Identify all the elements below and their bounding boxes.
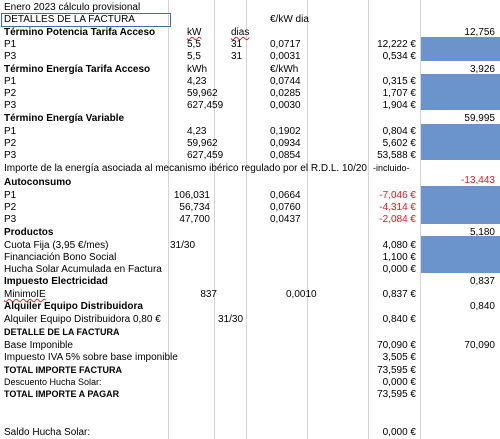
row-label: P3: [4, 100, 17, 111]
cell-value: 47,700: [179, 214, 210, 225]
cell-amount: 3,505 €: [382, 352, 416, 363]
section-title: Autoconsumo: [4, 177, 72, 188]
cell-amount: 73,595 €: [377, 365, 416, 376]
cell-amount: 1,100 €: [382, 252, 416, 263]
cell-value: 0,0854: [270, 150, 301, 161]
detalles-label: DETALLES DE LA FACTURA: [4, 14, 135, 25]
row-label: Descuento Hucha Solar:: [4, 377, 102, 387]
cell-amount: 1,904 €: [382, 100, 416, 111]
section-total: 59,995: [464, 113, 495, 124]
cell-value: 0,0744: [270, 76, 301, 87]
row-label: P2: [4, 88, 17, 99]
sheet-title: Enero 2023 cálculo provisional: [4, 2, 141, 13]
cell-value: 0,0030: [270, 100, 301, 111]
section-title: Productos: [4, 227, 54, 238]
row-label: Alquiler Equipo Distribuidora 0,80 €: [4, 314, 161, 325]
cell-value: 31: [231, 39, 243, 50]
cell-value: 0,0934: [270, 138, 301, 149]
col-header: dias: [231, 27, 250, 38]
cell-amount: 4,080 €: [382, 240, 416, 251]
cell-value: 5,5: [187, 39, 201, 50]
row-label: TOTAL IMPORTE A PAGAR: [4, 389, 120, 399]
section-title: Alquiler Equipo Distribuidora: [4, 301, 143, 312]
cell-amount: 12,222 €: [377, 39, 416, 50]
cell-value: 0,0031: [270, 51, 301, 62]
section-total: 0,837: [469, 276, 495, 287]
cell-value: 5,5: [187, 51, 201, 62]
section-title: Término Energía Tarifa Acceso: [4, 64, 151, 75]
cell-value: 0,0285: [270, 88, 301, 99]
row-label: P2: [4, 202, 17, 213]
row-label: P2: [4, 138, 17, 149]
row-label: Impuesto IVA 5% sobre base imponible: [4, 352, 178, 363]
gridline: [246, 0, 247, 439]
section-total: 5,180: [469, 227, 495, 238]
cell-amount: 73,595 €: [377, 389, 416, 400]
section-title: Término Energía Variable: [4, 113, 125, 124]
cell-amount: 53,588 €: [377, 150, 416, 161]
cell-amount: 0,000 €: [382, 427, 416, 438]
col-header: €/kWh: [270, 64, 299, 75]
section-total: 3,926: [469, 64, 495, 75]
section-total: 12,756: [464, 27, 495, 38]
row-label: P3: [4, 214, 17, 225]
cell-value: 106,031: [173, 190, 210, 201]
mecanismo-text: Importe de la energía asociada al mecanismo ibérico regulado por el R.D.L. 10/20: [4, 163, 367, 174]
cell-amount: 0,315 €: [382, 76, 416, 87]
cell-amount: -4,314 €: [379, 202, 416, 213]
cell-value: 4,23: [187, 76, 207, 87]
highlight-cell: [421, 260, 500, 273]
cell-value: 59,962: [187, 138, 218, 149]
section-title: Impuesto Electricidad: [4, 276, 108, 287]
highlight-cell: [421, 186, 500, 224]
cell-amount: 0,837 €: [382, 289, 416, 300]
highlight-cell: [421, 124, 500, 160]
base-total: 70,090: [464, 340, 495, 351]
row-label: MinimoIE: [4, 289, 46, 300]
cell-value: 0,1902: [270, 126, 301, 137]
section-total: 0,840: [469, 301, 495, 312]
row-label: P1: [4, 190, 17, 201]
row-label: P3: [4, 51, 17, 62]
unit-header: €/kW dia: [270, 14, 309, 25]
cell-amount: 5,602 €: [382, 138, 416, 149]
row-label: Cuota Fija (3,95 €/mes): [4, 240, 109, 251]
row-label: P1: [4, 76, 17, 87]
cell-amount: 0,000 €: [382, 264, 416, 275]
section-title: DETALLE DE LA FACTURA: [4, 327, 120, 337]
cell-value: 0,0664: [270, 190, 301, 201]
cell-amount: 0,000 €: [382, 377, 416, 388]
cell-amount: -7,046 €: [379, 190, 416, 201]
row-label: TOTAL IMPORTE FACTURA: [4, 365, 122, 375]
cell-amount: 0,804 €: [382, 126, 416, 137]
cell-value: 0,0717: [270, 39, 301, 50]
row-label: Saldo Hucha Solar:: [4, 427, 91, 438]
row-label: P3: [4, 150, 17, 161]
cell-amount: 70,090 €: [377, 340, 416, 351]
section-title: Término Potencia Tarifa Acceso: [4, 27, 156, 38]
mecanismo-status: -incluido-: [373, 163, 410, 173]
highlight-cell: [421, 74, 500, 110]
col-header: kW: [187, 27, 202, 38]
cell-value: 31/30: [218, 314, 244, 325]
highlight-cell: [421, 37, 500, 61]
row-label: Financiación Bono Social: [4, 252, 117, 263]
cell-value: 0,0010: [286, 289, 317, 300]
cell-value: 627,459: [187, 150, 224, 161]
cell-value: 0,0760: [270, 202, 301, 213]
cell-value: 4,23: [187, 126, 207, 137]
row-label: P1: [4, 39, 17, 50]
section-total: -13,443: [461, 175, 495, 186]
cell-amount: 0,534 €: [382, 51, 416, 62]
cell-amount: 0,840 €: [382, 314, 416, 325]
cell-value: 31/30: [170, 240, 196, 251]
gridline: [214, 0, 215, 439]
gridline: [307, 0, 308, 439]
cell-value: 56,734: [179, 202, 210, 213]
col-header: kWh: [187, 64, 207, 75]
cell-amount: 1,707 €: [382, 88, 416, 99]
cell-value: 0,0437: [270, 214, 301, 225]
cell-value: 59,962: [187, 88, 218, 99]
cell-amount: -2,084 €: [379, 214, 416, 225]
row-label: P1: [4, 126, 17, 137]
cell-value: 627,459: [187, 100, 224, 111]
row-label: Base Imponible: [4, 340, 73, 351]
row-label: Hucha Solar Acumulada en Factura: [4, 264, 162, 275]
cell-value: 31: [231, 51, 243, 62]
cell-value: 837: [200, 289, 217, 300]
